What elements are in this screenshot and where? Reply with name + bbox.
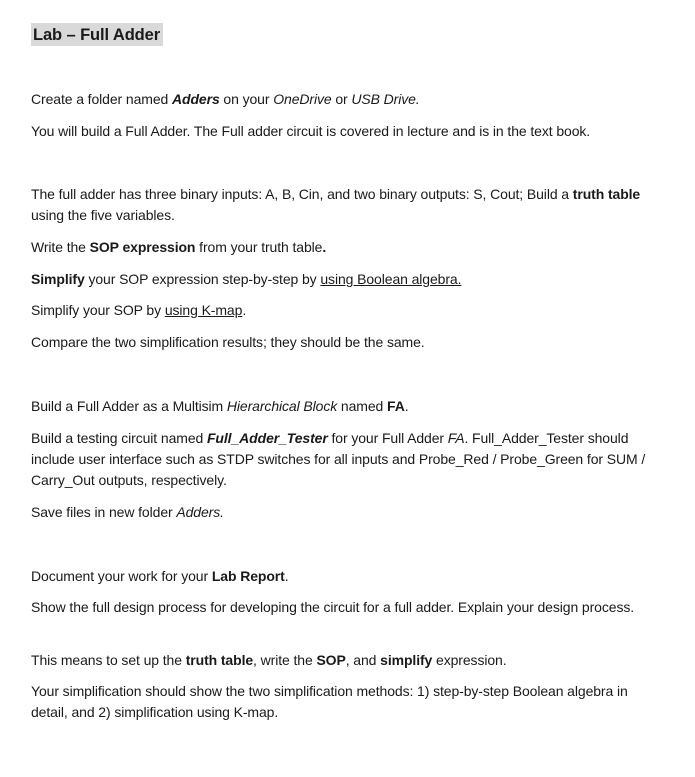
paragraph-inputs-outputs [31, 184, 661, 226]
text-run: from your truth table [195, 239, 323, 255]
text-run: expression. [432, 652, 507, 668]
truth-table-text: truth table [185, 652, 254, 668]
text-run: , and [345, 652, 381, 668]
text-run: Build a Full Adder as a Multisim [31, 398, 227, 414]
sop-expression-text: SOP expression [89, 239, 196, 255]
page-title: Lab – Full Adder [31, 23, 163, 46]
paragraph-save-files [31, 502, 661, 523]
paragraph-hierarchical-block [31, 396, 661, 417]
text-run: or [331, 91, 352, 107]
text-run: Simplify your SOP by [31, 302, 165, 318]
paragraph-document-work [31, 566, 661, 587]
text-run: The full adder has three binary inputs: A, B, Cin, and two binary outputs: S, Cout; Build a [31, 186, 573, 202]
folder-name-adders: Adders [172, 91, 220, 107]
text-run: Document your work for your [31, 568, 212, 584]
hierarchical-block-text: Hierarchical Block [226, 398, 338, 414]
fa-name-text: FA [387, 398, 405, 414]
text-run: Create a folder named [31, 91, 172, 107]
paragraph-simplify-boolean [31, 269, 661, 290]
text-run: , write the [253, 652, 317, 668]
text-run: . Full_Adder_Tester should include user interface such as STDP switches for all inputs and Probe_Red / Probe_Green for SUM / Carry_Out outputs, respectively. [31, 430, 646, 488]
text-run: This means to set up the [31, 652, 186, 668]
usb-drive-text: USB Drive. [351, 91, 420, 107]
kmap-text: using K-map [164, 302, 243, 318]
paragraph-compare: Compare the two simplification results; they should be the same. [31, 334, 425, 350]
onedrive-text: OneDrive [273, 91, 332, 107]
paragraph-write-sop [31, 237, 661, 258]
text-run: Build a testing circuit named [31, 430, 207, 446]
text-run: named [337, 398, 388, 414]
paragraph-design-process: Show the full design process for developing the circuit for a full adder. Explain your design process. [31, 599, 635, 615]
truth-table-text: truth table [572, 186, 641, 202]
paragraph-build-full-adder: You will build a Full Adder. The Full adder circuit is covered in lecture and is in the text book. [31, 123, 591, 139]
text-run: using the five variables. [31, 207, 175, 223]
sop-text: SOP [316, 652, 346, 668]
lab-report-text: Lab Report [211, 568, 285, 584]
paragraph-simplify-kmap [31, 300, 661, 321]
simplify-text: Simplify [31, 271, 85, 287]
tester-name-text: Full_Adder_Tester [206, 430, 328, 446]
text-run: Write the [31, 239, 90, 255]
fa-italic-text: FA [447, 430, 465, 446]
paragraph-simplification-methods: Your simplification should show the two simplification methods: 1) step-by-step Boolean algebra in detail, and 2) simplification using K-map. [31, 683, 628, 720]
text-run: . [404, 398, 409, 414]
text-run: on your [219, 91, 274, 107]
paragraph-testing-circuit [31, 428, 661, 491]
text-run: . [284, 568, 289, 584]
boolean-algebra-text: using Boolean algebra. [320, 271, 462, 287]
text-run: Save files in new folder [31, 504, 177, 520]
adders-folder-text: Adders. [176, 504, 224, 520]
simplify-text: simplify [380, 652, 433, 668]
paragraph-this-means [31, 650, 661, 671]
text-run: your SOP expression step-by-step by [84, 271, 321, 287]
text-run: . [242, 302, 247, 318]
paragraph-create-folder [31, 89, 661, 110]
text-run: for your Full Adder [327, 430, 448, 446]
text-run: . [322, 239, 327, 255]
